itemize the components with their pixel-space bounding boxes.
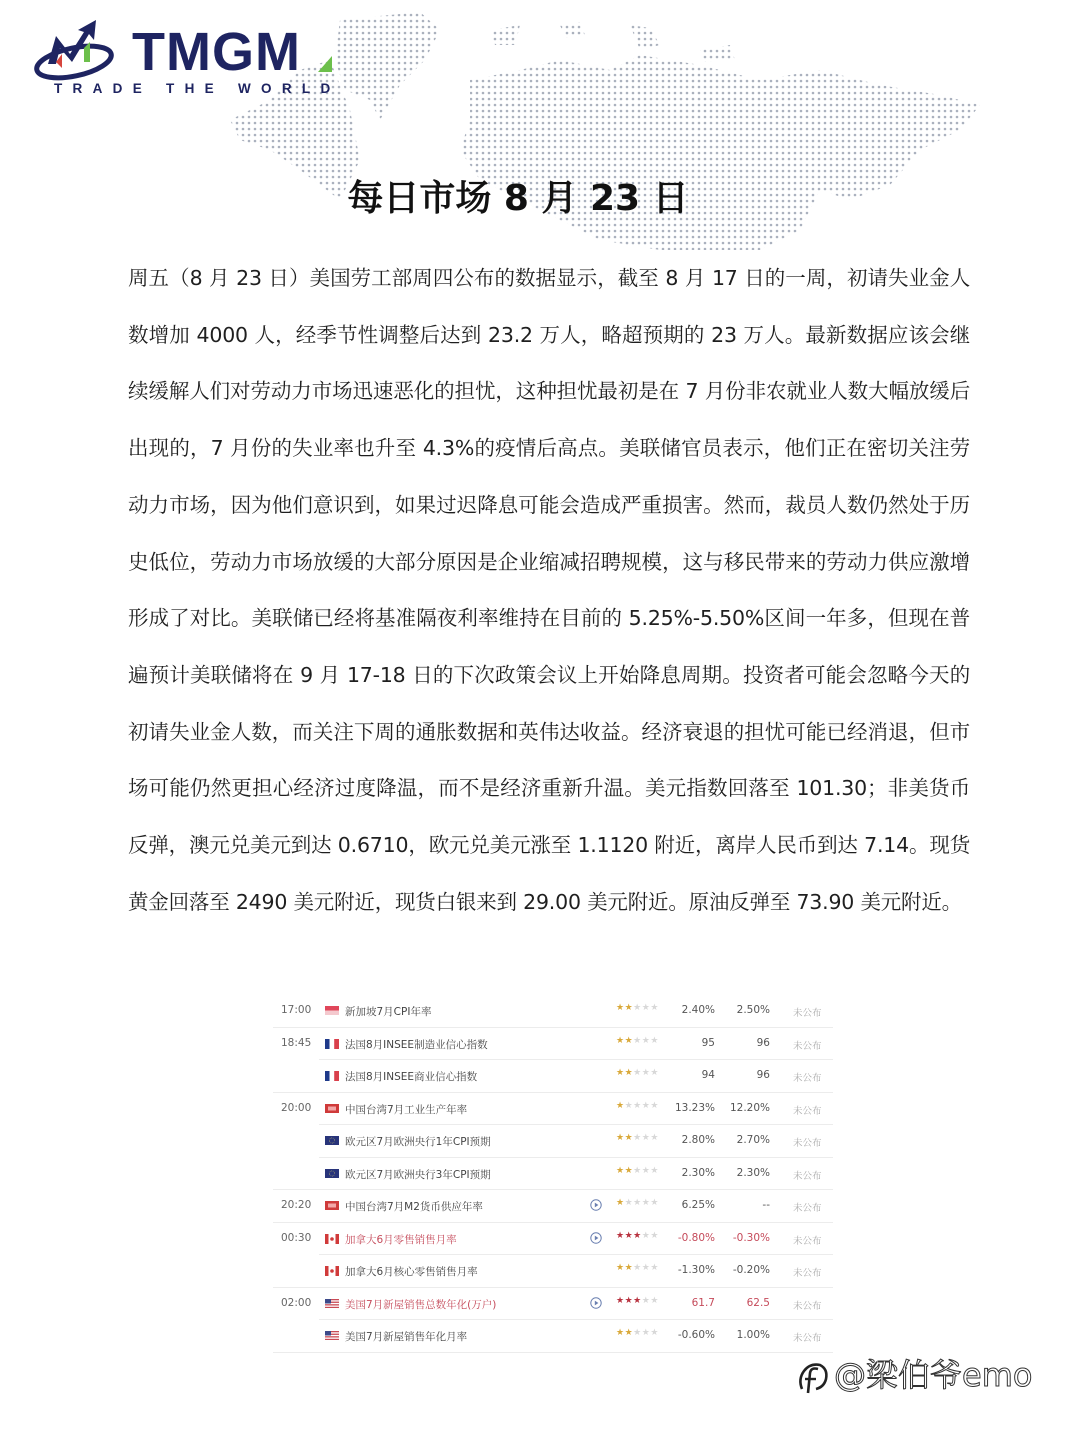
forecast-value: 2.70% xyxy=(736,1134,770,1146)
france-flag-icon xyxy=(325,1039,339,1048)
event-name[interactable]: 法国8月INSEE商业信心指数 xyxy=(345,1071,478,1083)
star-empty-icon: ★ xyxy=(641,1198,651,1208)
watermark-text: @梁伯爷emo xyxy=(834,1356,1033,1394)
forecast-value: -0.30% xyxy=(732,1231,770,1244)
event-time: 20:20 xyxy=(281,1199,312,1211)
economic-calendar-table xyxy=(273,995,833,1353)
star-empty-icon: ★ xyxy=(633,1133,642,1143)
canada-flag-icon xyxy=(325,1234,339,1243)
star-empty-icon: ★ xyxy=(650,1100,659,1111)
star-empty-icon: ★ xyxy=(633,1003,642,1013)
event-name[interactable]: 美国7月新屋销售年化月率 xyxy=(345,1331,468,1343)
usa-flag-icon xyxy=(325,1331,339,1340)
platform-logo-icon xyxy=(796,1359,830,1395)
event-name[interactable]: 加拿大6月核心零售销售月率 xyxy=(345,1266,478,1278)
star-filled-icon: ★ xyxy=(616,1263,625,1273)
brand-tagline: TRADE THE WORLD xyxy=(54,81,341,96)
star-filled-icon: ★ xyxy=(624,1230,634,1241)
star-empty-icon: ★ xyxy=(633,1263,642,1273)
tmgm-logo xyxy=(34,18,341,108)
event-name[interactable]: 中国台湾7月工业生产年率 xyxy=(345,1103,468,1116)
actual-value: 未公布 xyxy=(793,1073,822,1084)
star-filled-icon: ★ xyxy=(624,1263,634,1273)
star-filled-icon: ★ xyxy=(624,1068,634,1078)
star-empty-icon: ★ xyxy=(641,1035,651,1046)
star-empty-icon: ★ xyxy=(650,1295,659,1306)
event-time: 20:00 xyxy=(281,1101,312,1114)
star-empty-icon: ★ xyxy=(650,1035,659,1046)
calendar-row[interactable] xyxy=(273,1125,833,1158)
star-filled-icon: ★ xyxy=(616,1328,625,1338)
actual-value: 未公布 xyxy=(793,1170,822,1182)
brand-green-accent-icon xyxy=(318,56,332,72)
star-empty-icon: ★ xyxy=(650,1263,659,1273)
actual-value: 未公布 xyxy=(793,1040,822,1052)
star-empty-icon: ★ xyxy=(650,1230,659,1241)
calendar-row[interactable] xyxy=(273,1093,833,1126)
event-name[interactable]: 欧元区7月欧洲央行1年CPI预期 xyxy=(345,1136,491,1148)
event-name[interactable]: 美国7月新屋销售总数年化(万户) xyxy=(345,1298,497,1311)
calendar-row[interactable] xyxy=(273,1060,833,1093)
forecast-value: -- xyxy=(762,1199,770,1211)
forecast-value: -0.20% xyxy=(732,1264,770,1276)
actual-value: 未公布 xyxy=(793,1203,822,1214)
previous-value: 2.80% xyxy=(681,1134,715,1146)
calendar-row[interactable] xyxy=(273,1255,833,1288)
star-filled-icon: ★ xyxy=(616,1035,625,1046)
previous-value: -0.60% xyxy=(677,1329,715,1341)
star-filled-icon: ★ xyxy=(633,1295,642,1306)
previous-value: 2.40% xyxy=(681,1004,715,1016)
star-filled-icon: ★ xyxy=(624,1035,634,1046)
star-empty-icon: ★ xyxy=(641,1068,651,1078)
previous-value: 13.23% xyxy=(674,1101,715,1114)
brand-name: TMGM xyxy=(132,22,301,82)
forecast-value: 1.00% xyxy=(736,1329,770,1341)
star-filled-icon: ★ xyxy=(616,1165,625,1176)
event-name[interactable]: 中国台湾7月M2货币供应年率 xyxy=(345,1201,483,1213)
eu-flag-icon xyxy=(325,1169,339,1178)
star-empty-icon: ★ xyxy=(633,1198,642,1208)
usa-flag-icon xyxy=(325,1299,339,1308)
star-filled-icon: ★ xyxy=(616,1295,625,1306)
calendar-row[interactable] xyxy=(273,1158,833,1191)
star-filled-icon: ★ xyxy=(624,1133,634,1143)
author-watermark xyxy=(796,1352,1032,1398)
star-empty-icon: ★ xyxy=(641,1133,651,1143)
previous-value: 94 xyxy=(701,1069,715,1081)
forecast-value: 62.5 xyxy=(746,1296,770,1309)
previous-value: 2.30% xyxy=(681,1166,715,1179)
tmgm-logo-mark-icon xyxy=(34,18,134,83)
star-empty-icon: ★ xyxy=(650,1068,659,1078)
forecast-value: 12.20% xyxy=(729,1101,770,1114)
star-filled-icon: ★ xyxy=(633,1230,642,1241)
row-divider xyxy=(273,1352,833,1353)
star-empty-icon: ★ xyxy=(641,1100,651,1111)
event-time: 18:45 xyxy=(281,1036,312,1049)
star-filled-icon: ★ xyxy=(616,1003,625,1013)
actual-value: 未公布 xyxy=(793,1235,822,1247)
star-empty-icon: ★ xyxy=(641,1328,651,1338)
calendar-row[interactable] xyxy=(273,1028,833,1061)
calendar-row[interactable] xyxy=(273,1190,833,1223)
star-empty-icon: ★ xyxy=(641,1165,651,1176)
play-video-icon[interactable] xyxy=(590,1232,602,1244)
page-title: 每日市场 8 月 23 日 xyxy=(347,178,689,219)
star-empty-icon: ★ xyxy=(650,1198,659,1208)
forecast-value: 96 xyxy=(756,1069,770,1081)
star-filled-icon: ★ xyxy=(624,1295,634,1306)
star-empty-icon: ★ xyxy=(641,1003,651,1013)
forecast-value: 2.50% xyxy=(736,1004,770,1016)
singapore-flag-icon xyxy=(325,1006,339,1015)
eu-flag-icon xyxy=(325,1136,339,1145)
calendar-row[interactable] xyxy=(273,1223,833,1256)
star-filled-icon: ★ xyxy=(624,1328,634,1338)
star-filled-icon: ★ xyxy=(624,1003,634,1013)
star-filled-icon: ★ xyxy=(616,1133,625,1143)
article-body xyxy=(128,250,970,930)
play-video-icon[interactable] xyxy=(590,1297,602,1309)
star-empty-icon: ★ xyxy=(650,1003,659,1013)
star-empty-icon: ★ xyxy=(641,1295,651,1306)
canada-flag-icon xyxy=(325,1266,339,1275)
star-empty-icon: ★ xyxy=(650,1133,659,1143)
previous-value: 6.25% xyxy=(681,1199,715,1211)
actual-value: 未公布 xyxy=(793,1105,822,1117)
star-empty-icon: ★ xyxy=(633,1035,642,1046)
actual-value: 未公布 xyxy=(793,1008,822,1019)
star-empty-icon: ★ xyxy=(641,1230,651,1241)
event-name[interactable]: 加拿大6月零售销售月率 xyxy=(345,1233,457,1246)
star-empty-icon: ★ xyxy=(633,1328,642,1338)
forecast-value: 96 xyxy=(756,1036,770,1049)
event-name[interactable]: 法国8月INSEE制造业信心指数 xyxy=(345,1038,488,1051)
actual-value: 未公布 xyxy=(793,1300,822,1312)
actual-value: 未公布 xyxy=(793,1333,822,1344)
previous-value: -1.30% xyxy=(677,1264,715,1276)
star-empty-icon: ★ xyxy=(633,1100,642,1111)
previous-value: -0.80% xyxy=(677,1231,715,1244)
star-filled-icon: ★ xyxy=(616,1198,625,1208)
star-empty-icon: ★ xyxy=(641,1263,651,1273)
star-empty-icon: ★ xyxy=(633,1165,642,1176)
previous-value: 95 xyxy=(701,1036,715,1049)
event-time: 17:00 xyxy=(281,1004,312,1016)
france-flag-icon xyxy=(325,1071,339,1080)
star-empty-icon: ★ xyxy=(650,1328,659,1338)
star-empty-icon: ★ xyxy=(650,1165,659,1176)
star-empty-icon: ★ xyxy=(633,1068,642,1078)
event-name[interactable]: 新加坡7月CPI年率 xyxy=(345,1006,432,1018)
calendar-row[interactable] xyxy=(273,1288,833,1321)
star-filled-icon: ★ xyxy=(616,1100,625,1111)
calendar-row[interactable] xyxy=(273,995,833,1028)
actual-value: 未公布 xyxy=(793,1268,822,1279)
taiwan-flag-icon xyxy=(325,1104,339,1113)
star-filled-icon: ★ xyxy=(624,1165,634,1176)
taiwan-flag-icon xyxy=(325,1201,339,1210)
forecast-value: 2.30% xyxy=(736,1166,770,1179)
play-video-icon[interactable] xyxy=(590,1199,602,1211)
event-time: 00:30 xyxy=(281,1231,312,1244)
star-filled-icon: ★ xyxy=(616,1068,625,1078)
article-paragraph: 周五（8 月 23 日）美国劳工部周四公布的数据显示，截至 8 月 17 日的一周，初请失业金人数增加 4000 人，经季节性调整后达到 23.2 万人，略超预期的 23 万人。最新数据应该会继续缓解人们对劳动力市场迅速恶化的担忧，这种担忧最初是在 7 月份非农就业人数大幅放缓后出现的，7 月份的失业率也升至 4.3%的疫情后高点。美联储官员表示，他们正在密切关注劳动力市场，因为他们意识到，如果过迟降息可能会造成严重损害。然而，裁员人数仍然处于历史低位，劳动力市场放缓的大部分原因是企业缩减招聘规模，这与移民带来的劳动力供应激增形成了对比。美联储已经将基准隔夜利率维持在目前的 5.25%-5.50%区间一年多，但现在普遍预计美联储将在 9 月 17-18 日的下次政策会议上开始降息周期。投资者可能会忽略今天的初请失业金人数，而关注下周的通胀数据和英伟达收益。经济衰退的担忧可能已经消退，但市场可能仍然更担心经济过度降温，而不是经济重新升温。美元指数回落至 101.30；非美货币反弹，澳元兑美元到达 0.6710，欧元兑美元涨至 1.1120 附近，离岸人民币到达 7.14。现货黄金回落至 2490 美元附近，现货白银来到 29.00 美元附近。原油反弹至 73.90 美元附近。 xyxy=(128,266,970,914)
event-time: 02:00 xyxy=(281,1296,312,1309)
actual-value: 未公布 xyxy=(793,1138,822,1149)
calendar-row[interactable] xyxy=(273,1320,833,1353)
event-name[interactable]: 欧元区7月欧洲央行3年CPI预期 xyxy=(345,1168,491,1181)
star-filled-icon: ★ xyxy=(616,1230,625,1241)
star-empty-icon: ★ xyxy=(624,1198,634,1208)
star-empty-icon: ★ xyxy=(624,1100,634,1111)
previous-value: 61.7 xyxy=(691,1296,715,1309)
